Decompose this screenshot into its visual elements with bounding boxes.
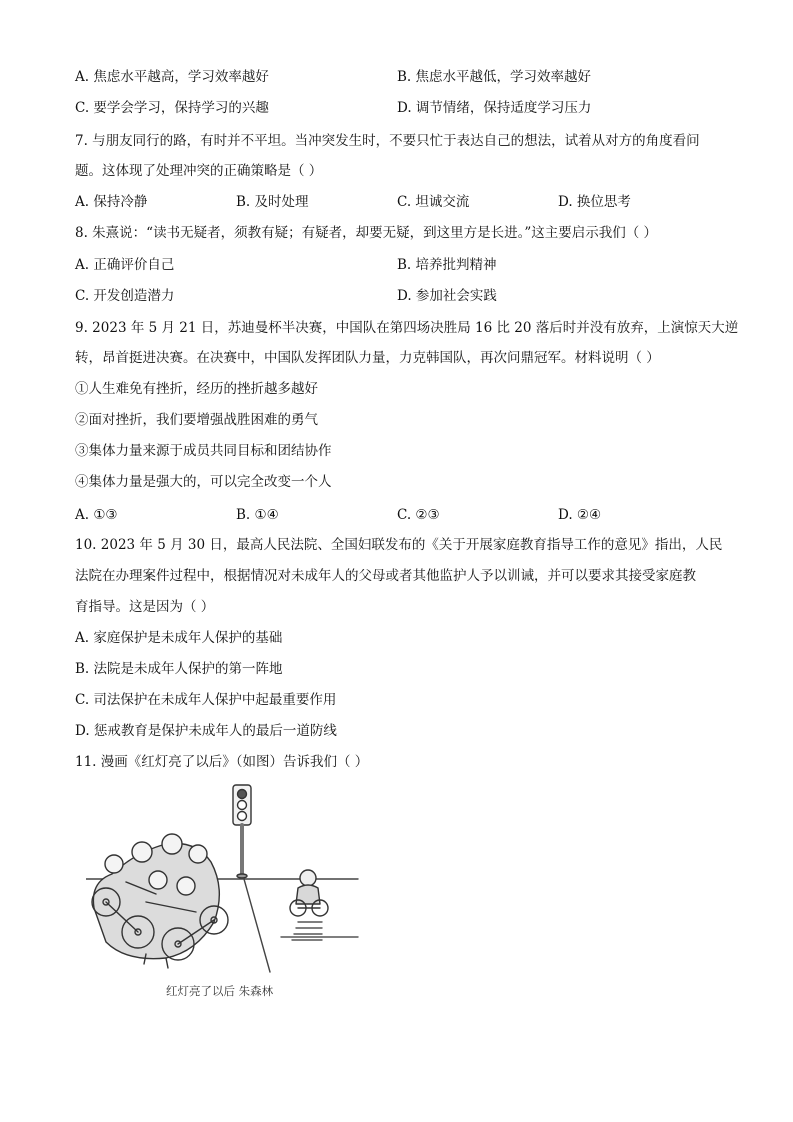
q9-statement-2: ②面对挫折，我们要增强战胜困难的勇气 [75, 412, 318, 428]
q9-stem-line1: 9. 2023 年 5 月 21 日，苏迪曼杯半决赛，中国队在第四场决胜局 16 比 20 落后时并没有放弃，上演惊天大逆 [75, 320, 739, 336]
q9-statement-3: ③集体力量来源于成员共同目标和团结协作 [75, 443, 332, 459]
q10-option-b: B. 法院是未成年人保护的第一阵地 [75, 661, 283, 677]
q10-stem-line1: 10. 2023 年 5 月 30 日，最高人民法院、全国妇联发布的《关于开展家庭教育指导工作的意见》指出，人民 [75, 537, 723, 553]
q8-option-d: D. 参加社会实践 [397, 288, 497, 304]
q9-option-b: B. ①④ [236, 507, 279, 523]
q8-stem-line1: 8. 朱熹说：“读书无疑者，须教有疑；有疑者，却要无疑，到这里方是长进。”这主要启示我们（ ） [75, 225, 658, 241]
q9-option-c: C. ②③ [397, 507, 440, 523]
traffic-light-icon [233, 785, 251, 878]
q9-option-a: A. ①③ [75, 507, 118, 523]
q7-option-a: A. 保持冷静 [75, 194, 148, 210]
q10-stem-line3: 育指导。这是因为（ ） [75, 599, 215, 615]
crowd-of-cyclists-icon [92, 834, 228, 968]
q11-stem-line1: 11. 漫画《红灯亮了以后》（如图）告诉我们（ ） [75, 754, 369, 770]
comic-illustration [86, 782, 366, 1004]
q6-option-d: D. 调节情绪，保持适度学习压力 [397, 100, 592, 116]
q9-stem-line2: 转，昂首挺进决赛。在决赛中，中国队发挥团队力量，力克韩国队，再次问鼎冠军。材料说明（ ） [75, 350, 660, 366]
q7-stem-line1: 7. 与朋友同行的路，有时并不平坦。当冲突发生时，不要只忙于表达自己的想法，试着从对方的角度看问 [75, 133, 700, 149]
q10-stem-line2: 法院在办理案件过程中，根据情况对未成年人的父母或者其他监护人予以训诫，并可以要求其接受家庭教 [75, 568, 696, 584]
q10-option-a: A. 家庭保护是未成年人保护的基础 [75, 630, 283, 646]
q7-option-b: B. 及时处理 [236, 194, 309, 210]
q9-statement-4: ④集体力量是强大的，可以完全改变一个人 [75, 474, 332, 490]
q8-option-b: B. 培养批判精神 [397, 257, 497, 273]
q6-option-a: A. 焦虑水平越高，学习效率越好 [75, 69, 269, 85]
comic-caption: 红灯亮了以后 朱森林 [166, 984, 274, 998]
q6-option-b: B. 焦虑水平越低，学习效率越好 [397, 69, 592, 85]
q10-option-d: D. 惩戒教育是保护未成年人的最后一道防线 [75, 723, 337, 739]
q7-option-c: C. 坦诚交流 [397, 194, 470, 210]
q7-stem-line2: 题。这体现了处理冲突的正确策略是（ ） [75, 163, 323, 179]
q9-statement-1: ①人生难免有挫折，经历的挫折越多越好 [75, 381, 318, 397]
q6-option-c: C. 要学会学习，保持学习的兴趣 [75, 100, 269, 116]
q7-option-d: D. 换位思考 [558, 194, 631, 210]
q8-option-a: A. 正确评价自己 [75, 257, 175, 273]
waiting-cyclist-icon [290, 870, 328, 916]
q8-option-c: C. 开发创造潜力 [75, 288, 175, 304]
q9-option-d: D. ②④ [558, 507, 602, 523]
q10-option-c: C. 司法保护在未成年人保护中起最重要作用 [75, 692, 337, 708]
